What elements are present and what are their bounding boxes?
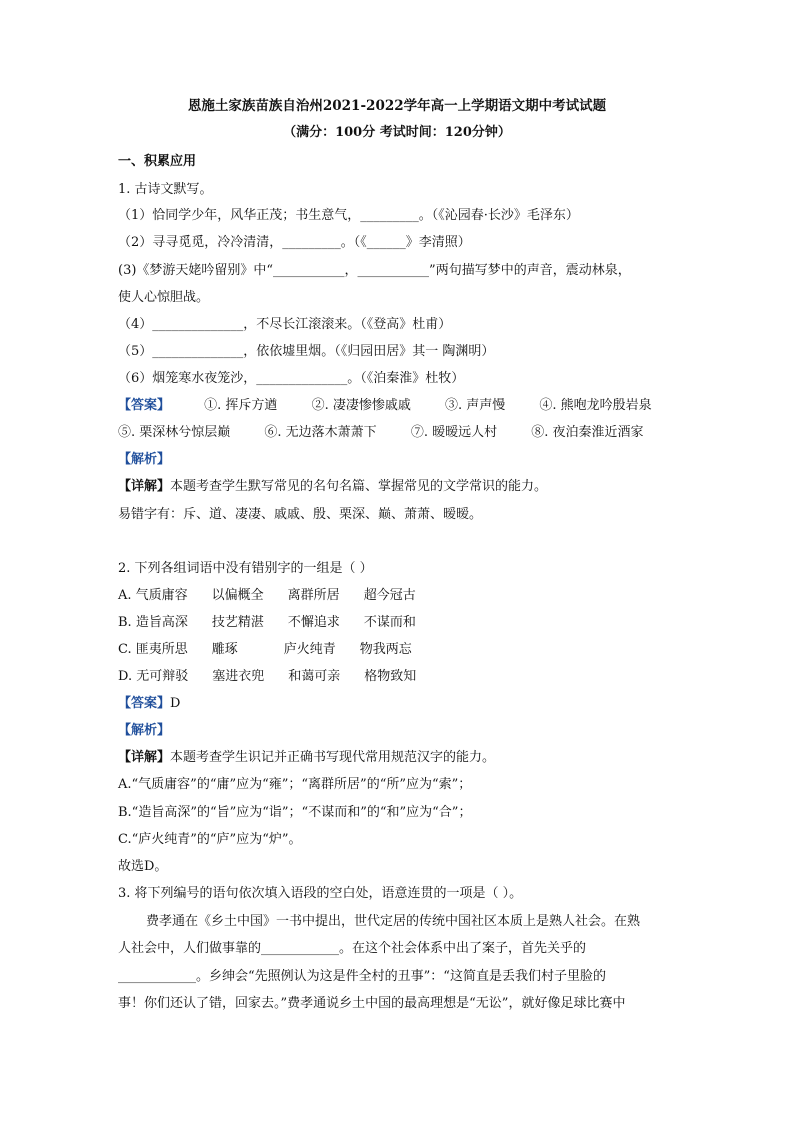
answer-label: 【答案】 bbox=[118, 398, 171, 413]
analysis-label: 【解析】 bbox=[118, 723, 171, 738]
option-term: 不懈追求 bbox=[287, 615, 340, 630]
question-2-option-c bbox=[118, 641, 412, 659]
option-term: 和蔼可亲 bbox=[288, 669, 341, 684]
question-3-stem: 3. 将下列编号的语句依次填入语段的空白处，语意连贯的一项是（ ）。 bbox=[118, 886, 523, 901]
question-1-item: (3)《梦游天姥吟留别》中“___________，___________”两句描写梦中的声音，震动林泉， bbox=[118, 263, 631, 278]
correction-note: A.“气质庸容”的“庸”应为“雍”；“离群所居”的“所”应为“索”； bbox=[118, 777, 472, 792]
detail-label: 【详解】 bbox=[118, 750, 171, 765]
option-term: 雕琢 bbox=[211, 642, 238, 657]
question-1-answers-row bbox=[118, 424, 643, 442]
option-term: A. 气质庸容 bbox=[118, 588, 188, 603]
question-2-answer bbox=[118, 695, 180, 713]
question-1-item: （6）烟笼寒水夜笼沙，______________。（《泊秦淮》杜牧） bbox=[118, 371, 465, 386]
answer-item: ⑧. 夜泊秦淮近酒家 bbox=[531, 425, 644, 440]
page-subtitle: （满分：100分 考试时间：120分钟） bbox=[283, 125, 511, 140]
detail-text: 本题考查学生默写常见的名句名篇、掌握常见的文学常识的能力。 bbox=[170, 479, 548, 494]
detail-label: 【详解】 bbox=[118, 479, 171, 494]
passage-line: 费孝通在《乡土中国》一书中提出，世代定居的传统中国社区本质上是熟人社会。在熟 bbox=[146, 914, 641, 929]
answer-label: 【答案】 bbox=[118, 696, 171, 711]
option-term: 以偏概全 bbox=[211, 588, 264, 603]
detail-text: 本题考查学生识记并正确书写现代常用规范汉字的能力。 bbox=[170, 750, 496, 765]
page-title: 恩施土家族苗族自治州2021-2022学年高一上学期语文期中考试试题 bbox=[187, 98, 607, 114]
question-2-stem: 2. 下列各组词语中没有错别字的一组是（ ） bbox=[118, 561, 373, 576]
answer-item: ⑥. 无边落木萧萧下 bbox=[264, 425, 377, 440]
option-term: 塞进衣兜 bbox=[212, 669, 265, 684]
option-term: D. 无可辩驳 bbox=[118, 669, 189, 684]
passage-line: 事！你们还认了错，回家去。”费孝通说乡土中国的最高理想是“无讼”，就好像足球比赛中 bbox=[118, 996, 626, 1011]
error-prone-chars: 易错字有：斥、道、凄凄、戚戚、殷、栗深、巅、萧萧、暧暧。 bbox=[118, 507, 483, 522]
detail-line bbox=[118, 749, 495, 767]
answer-item: ③. 声声慢 bbox=[444, 398, 506, 413]
option-term: 技艺精湛 bbox=[211, 615, 264, 630]
detail-line bbox=[118, 478, 547, 496]
answer-item: ④. 熊咆龙吟殷岩泉 bbox=[539, 398, 652, 413]
question-1-answers-row bbox=[118, 397, 652, 415]
answer-item: ②. 凄凄惨惨戚戚 bbox=[311, 398, 411, 413]
question-1-item: （1）恰同学少年，风华正茂；书生意气，_________。（《沁园春·长沙》毛泽东） bbox=[118, 208, 579, 223]
answer-value: D bbox=[170, 696, 181, 711]
option-term: B. 造旨高深 bbox=[118, 615, 188, 630]
question-2-option-b bbox=[118, 614, 416, 632]
option-term: C. 匪夷所思 bbox=[118, 642, 188, 657]
option-term: 物我两忘 bbox=[359, 642, 412, 657]
analysis-label: 【解析】 bbox=[118, 452, 171, 467]
option-term: 不谋而和 bbox=[363, 615, 416, 630]
question-1-item: （5）______________，依依墟里烟。（《归园田居》其一 陶渊明） bbox=[118, 344, 495, 359]
section-heading: 一、积累应用 bbox=[118, 154, 197, 169]
answer-item: ①. 挥斥方遒 bbox=[204, 398, 278, 413]
question-1-item: （4）______________，不尽长江滚滚来。（《登高》杜甫） bbox=[118, 317, 452, 332]
correction-note: B.“造旨高深”的“旨”应为“诣”；“不谋而和”的“和”应为“合”； bbox=[118, 805, 472, 820]
passage-line: ____________。乡绅会“先照例认为这是件全村的丑事”：“这简直是丢我们村子里脸的 bbox=[118, 969, 606, 984]
correction-note: C.“庐火纯青”的“庐”应为“炉”。 bbox=[118, 832, 302, 847]
option-term: 超今冠古 bbox=[363, 588, 416, 603]
answer-item: ⑤. 栗深林兮惊层巅 bbox=[118, 425, 231, 440]
question-1-item: （2）寻寻觅觅，冷冷清清，_________。（《______》李清照） bbox=[118, 235, 471, 250]
answer-item: ⑦. 暧暧远人村 bbox=[410, 425, 498, 440]
question-1-stem: 1. 古诗文默写。 bbox=[118, 182, 213, 197]
conclusion: 故选D。 bbox=[118, 859, 168, 874]
question-2-option-d bbox=[118, 668, 416, 686]
option-term: 格物致知 bbox=[364, 669, 417, 684]
question-1-item-continued: 使人心惊胆战。 bbox=[118, 290, 210, 305]
option-term: 庐火纯青 bbox=[283, 642, 336, 657]
option-term: 离群所居 bbox=[287, 588, 340, 603]
passage-line: 人社会中，人们做事靠的____________。在这个社会体系中出了案子，首先关乎的 bbox=[118, 941, 587, 956]
question-2-option-a bbox=[118, 587, 416, 605]
